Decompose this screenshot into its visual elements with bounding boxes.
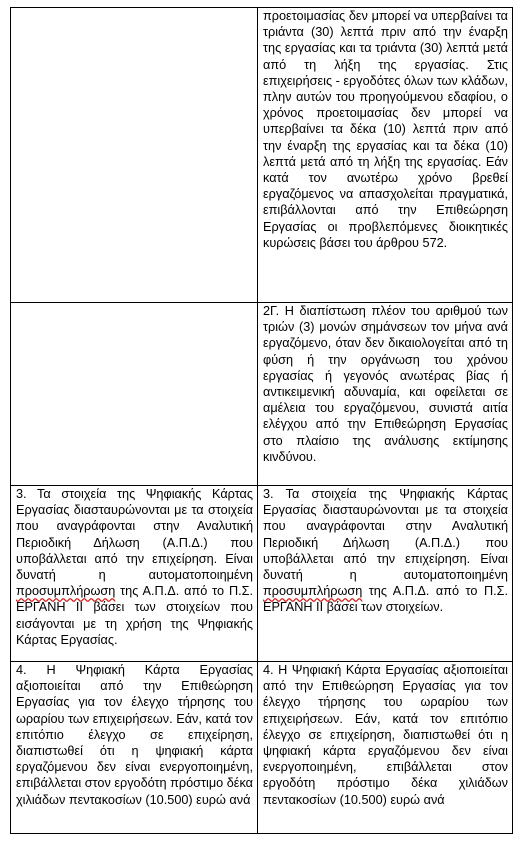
- paragraph-text: της Α.Π.Δ. από το Π.Σ. ΕΡΓΑΝΗ ΙΙ βάσει των στοιχείων.: [263, 584, 508, 615]
- right-cell-paragraph-3[interactable]: [258, 486, 513, 662]
- table-row: [11, 662, 513, 834]
- left-cell-empty[interactable]: [11, 8, 258, 303]
- spellcheck-flagged-word: προσυμπλήρωση: [16, 584, 116, 599]
- right-cell-paragraph-4[interactable]: 4. Η Ψηφιακή Κάρτα Εργασίας αξιοποιείται από την Επιθεώρηση Εργασίας για τον έλεγχο τήρησης του ωραρίου των επιχειρήσεων. Εάν, κατά τον επιτόπιο έλεγχο σε επιχείρηση, διαπιστωθεί ότι η ψηφιακή κάρτα εργαζόμενου δεν είναι ενεργοποιημένη, επιβάλλεται στον εργοδότη πρόστιμο δέκα χιλιάδων πεντακοσίων (10.500) ευρώ ανά: [258, 662, 513, 834]
- right-cell-paragraph-2g[interactable]: 2Γ. Η διαπίστωση πλέον του αριθμού των τριών (3) μονών σημάνσεων τον μήνα ανά εργαζόμενο, όταν δεν δικαιολογείται από τη φύση ή την οργάνωση του χρόνου εργασίας ή γεγονός ανωτέρας βίας ή αντικειμενική αδυναμία, και οφείλεται σε αμέλεια του εργαζόμενου, συνιστά αιτία ελέγχου από την Επιθεώρηση Εργασίας στο πλαίσιο της ανάλυσης εκτίμησης κινδύνου.: [258, 303, 513, 486]
- left-cell-empty[interactable]: [11, 303, 258, 486]
- comparison-table: [10, 7, 513, 834]
- paragraph-text: 3. Τα στοιχεία της Ψηφιακής Κάρτας Εργασίας διασταυρώνονται με τα στοιχεία που αναγράφονται στην Αναλυτική Περιοδική Δήλωση (Α.Π.Δ.) που υποβάλλεται από την επιχείρηση. Είναι δυνατή η αυτοματοποιημένη: [16, 487, 253, 583]
- spellcheck-flagged-word: προσυμπλήρωση: [263, 584, 363, 599]
- right-cell-preparation-time[interactable]: προετοιμασίας δεν μπορεί να υπερβαίνει τα τριάντα (30) λεπτά πριν από την έναρξη της εργασίας και τα τριάντα (30) λεπτά μετά από τη λήξη της εργασίας. Στις επιχειρήσεις - εργοδότες όλων των κλάδων, πλην αυτών του προηγούμενου εδαφίου, ο χρόνος προετοιμασίας δεν μπορεί να υπερβαίνει τα δέκα (10) λεπτά πριν από την έναρξη της εργασίας και τα δέκα (10) λεπτά μετά από τη λήξη της εργασίας. Εάν κατά τον ανωτέρω χρόνο βρεθεί εργαζόμενος να απασχολείται πραγματικά, επιβάλλονται από την Επιθεώρηση Εργασίας οι προβλεπόμενες διοικητικές κυρώσεις βάσει του άρθρου 572.: [258, 8, 513, 303]
- table-row: [11, 486, 513, 662]
- table-row: [11, 303, 513, 486]
- left-cell-paragraph-4[interactable]: 4. Η Ψηφιακή Κάρτα Εργασίας αξιοποιείται από την Επιθεώρηση Εργασίας για τον έλεγχο τήρησης του ωραρίου των επιχειρήσεων. Εάν, κατά τον επιτόπιο έλεγχο σε επιχείρηση, διαπιστωθεί ότι η ψηφιακή κάρτα εργαζόμενου δεν είναι ενεργοποιημένη, επιβάλλεται στον εργοδότη πρόστιμο δέκα χιλιάδων πεντακοσίων (10.500) ευρώ ανά: [11, 662, 258, 834]
- table-row: [11, 8, 513, 303]
- left-cell-paragraph-3[interactable]: [11, 486, 258, 662]
- paragraph-text: της Α.Π.Δ. από το Π.Σ. ΕΡΓΑΝΗ ΙΙ βάσει των στοιχείων που εισάγονται με τη χρήση της Ψηφιακής Κάρτας Εργασίας.: [16, 584, 253, 647]
- paragraph-text: 3. Τα στοιχεία της Ψηφιακής Κάρτας Εργασίας διασταυρώνονται με τα στοιχεία που αναγράφονται στην Αναλυτική Περιοδική Δήλωση (Α.Π.Δ.) που υποβάλλεται από την επιχείρηση. Είναι δυνατή η αυτοματοποιημένη: [263, 487, 508, 583]
